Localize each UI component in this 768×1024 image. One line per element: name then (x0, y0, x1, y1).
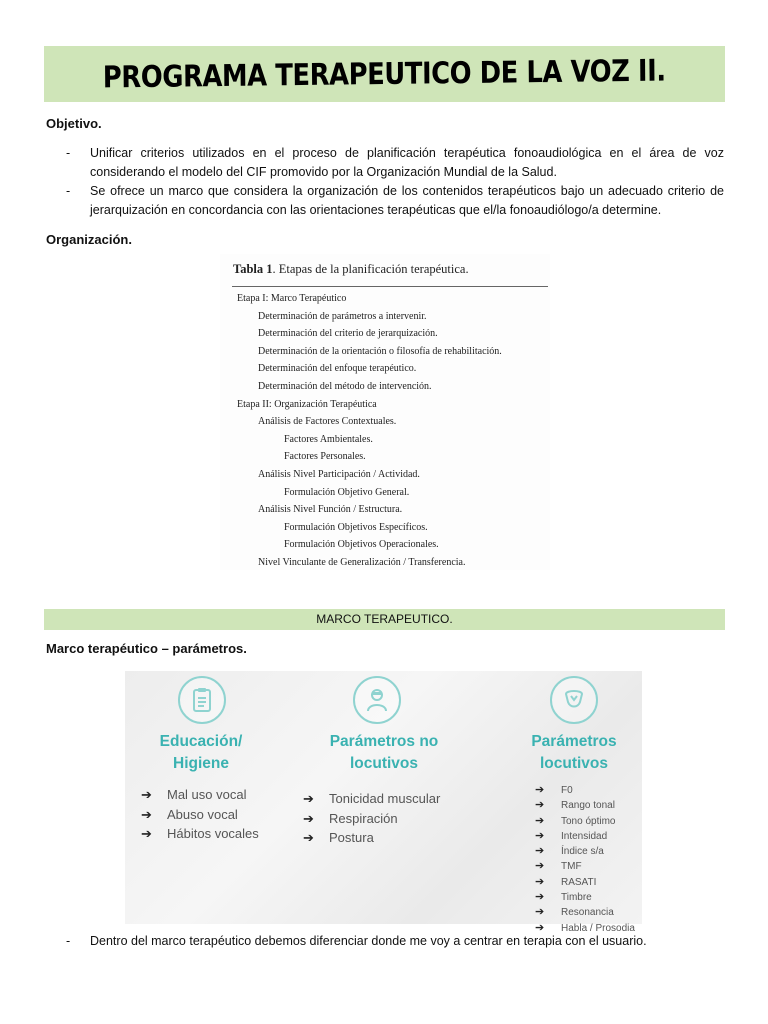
item-text: Mal uso vocal (167, 787, 247, 802)
title-line: Parámetros no (329, 733, 439, 750)
item-text: Tono óptimo (561, 815, 616, 827)
item-text: Rango tonal (561, 800, 615, 812)
list-item (66, 144, 724, 182)
list-item (141, 824, 259, 844)
table-row: Determinación de parámetros a intervenir. (258, 310, 427, 322)
item-text: Índice s/a (561, 846, 604, 858)
arrow-icon: ➔ (303, 830, 314, 845)
table-row: Determinación del criterio de jerarquización. (258, 328, 438, 340)
table-row: Etapa I: Marco Terapéutico (237, 293, 347, 304)
list-item (303, 828, 440, 848)
table-row: Análisis Nivel Función / Estructura. (258, 504, 403, 516)
list-item (535, 829, 635, 844)
table-row: Nivel Vinculante de Generalización / Transferencia. (258, 556, 466, 568)
arrow-icon: ➔ (535, 845, 545, 858)
person-icon (353, 676, 401, 724)
arrow-icon: ➔ (303, 810, 314, 826)
table-rows (220, 290, 550, 572)
clipboard-icon (178, 676, 226, 724)
table-row: Factores Personales. (284, 451, 366, 463)
bullet-dash: - (66, 184, 71, 198)
arrow-icon: ➔ (535, 799, 545, 812)
list-item (303, 789, 440, 809)
parameters-infographic (125, 671, 642, 934)
table-row: Formulación Objetivos Específicos. (284, 521, 428, 533)
column-non-locutive (295, 671, 475, 924)
table-caption-text: . Etapas de la planificación terapéutica. (272, 262, 469, 276)
item-text: Habla / Prosodia (561, 922, 635, 934)
column-title (495, 731, 653, 775)
list-item (535, 783, 635, 798)
arrow-icon: ➔ (535, 814, 545, 827)
title-line: locutivos (539, 755, 609, 772)
item-text: Tonicidad muscular (329, 791, 441, 806)
arrow-icon: ➔ (535, 829, 545, 842)
non-locutive-list (303, 789, 440, 848)
column-title (295, 731, 473, 775)
table-row: Determinación de la orientación o filosofía de rehabilitación. (258, 345, 502, 357)
list-item (535, 890, 635, 905)
list-item (66, 182, 724, 220)
table-rule (232, 286, 548, 287)
item-text: Respiración (329, 810, 398, 826)
arrow-icon: ➔ (535, 875, 545, 888)
item-text: Timbre (561, 892, 592, 904)
table-row: Factores Ambientales. (284, 433, 373, 445)
table-row: Formulación Objetivo General. (284, 486, 410, 498)
objetivo-heading: Objetivo. (46, 116, 102, 131)
list-item (535, 905, 635, 920)
item-text: F0 (561, 785, 573, 796)
table-row: Etapa II: Organización Terapéutica (237, 398, 377, 410)
item-text: RASATI (561, 876, 597, 888)
bullet-text: Se ofrece un marco que considera la organización de los contenidos terapéuticos bajo un adecuado criterio de jerarquización en concordancia con las orientaciones terapéuticas que el/la fonoaudiólogo/a determine. (90, 184, 724, 217)
document-title: PROGRAMA TERAPEUTICO DE LA VOZ II. (102, 53, 667, 95)
item-text: Intensidad (561, 830, 608, 842)
item-text: Abuso vocal (167, 806, 238, 822)
arrow-icon: ➔ (303, 791, 314, 806)
table-row: Análisis de Factores Contextuales. (258, 416, 397, 428)
locutive-list (535, 783, 635, 936)
title-line: Educación/ (159, 733, 243, 750)
list-item (535, 814, 635, 829)
table-caption (233, 262, 469, 277)
footer-bullet (66, 932, 647, 951)
marco-heading: Marco terapéutico – parámetros. (46, 641, 247, 656)
column-locutive (495, 671, 642, 934)
bullet-text: Dentro del marco terapéutico debemos diferenciar donde me voy a centrar en terapia con el usuario. (90, 934, 647, 948)
bullet-text: Unificar criterios utilizados en el proceso de planificación terapéutica fonoaudiológica en el área de voz considerando el modelo del CIF promovido por la Organización Mundial de la Salud. (90, 146, 724, 179)
arrow-icon: ➔ (535, 891, 545, 904)
title-banner (44, 46, 725, 102)
section-bar: MARCO TERAPEUTICO. (44, 609, 725, 630)
item-text: Postura (329, 830, 374, 845)
item-text: TMF (561, 861, 582, 873)
list-item (303, 809, 440, 829)
title-line: Higiene (173, 755, 229, 772)
list-item (535, 859, 635, 874)
organizacion-heading: Organización. (46, 232, 132, 247)
throat-icon (550, 676, 598, 724)
arrow-icon: ➔ (141, 826, 152, 841)
list-item (535, 875, 635, 890)
arrow-icon: ➔ (141, 787, 152, 802)
bullet-dash: - (66, 146, 71, 160)
table-caption-number: Tabla 1 (233, 262, 273, 276)
column-education (125, 671, 295, 924)
table-row: Determinación del método de intervención. (258, 380, 432, 392)
planning-table-image (220, 254, 550, 570)
item-text: Resonancia (561, 907, 614, 919)
column-title (125, 731, 277, 775)
list-item (535, 798, 635, 813)
arrow-icon: ➔ (535, 860, 545, 873)
list-item (141, 805, 259, 825)
title-line: Parámetros (531, 733, 617, 750)
objetivo-list (66, 144, 724, 220)
title-line: locutivos (349, 755, 419, 772)
item-text: Hábitos vocales (167, 826, 259, 841)
education-list (141, 785, 259, 844)
table-row: Formulación Objetivos Operacionales. (284, 539, 439, 551)
arrow-icon: ➔ (535, 921, 545, 934)
list-item (141, 785, 259, 805)
table-row: Análisis Nivel Participación / Actividad. (258, 468, 420, 480)
bullet-dash: - (66, 934, 71, 948)
arrow-icon: ➔ (535, 906, 545, 919)
table-row: Determinación del enfoque terapéutico. (258, 363, 417, 375)
arrow-icon: ➔ (535, 784, 545, 796)
list-item (535, 844, 635, 859)
arrow-icon: ➔ (141, 806, 152, 822)
